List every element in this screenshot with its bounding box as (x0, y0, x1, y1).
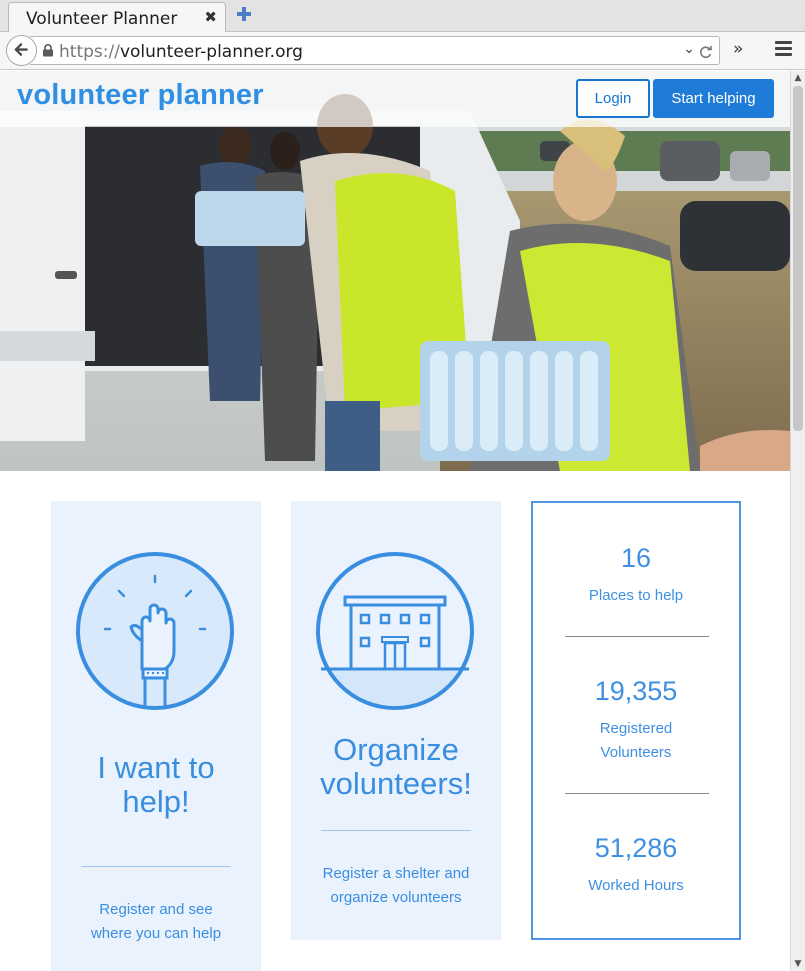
login-button[interactable]: Login (576, 79, 650, 118)
start-helping-button[interactable]: Start helping (653, 79, 774, 118)
scroll-up-arrow-icon[interactable]: ▲ (794, 73, 802, 83)
stat-divider (565, 793, 709, 794)
url-protocol: https:// (59, 42, 120, 62)
vertical-scrollbar[interactable] (790, 71, 805, 971)
organize-card-text: Register a shelter and organize volunteers (322, 865, 470, 906)
stat-places-label: Places to help (588, 587, 684, 604)
lock-icon (42, 44, 54, 57)
navigation-bar (0, 32, 805, 70)
page-viewport (0, 71, 790, 971)
stat-hours-label: Worked Hours (588, 877, 684, 894)
back-button[interactable] (6, 35, 37, 66)
site-header (0, 71, 790, 127)
raised-hand-icon (75, 551, 235, 711)
tab-title: Volunteer Planner (26, 9, 178, 29)
brand-logo[interactable]: volunteer planner (17, 79, 264, 111)
stat-volunteers-number: 19,355 (594, 676, 678, 706)
building-icon (315, 551, 475, 711)
tab-bar (0, 0, 805, 32)
close-tab-icon[interactable]: ✖ (204, 8, 217, 26)
organize-card-divider (321, 830, 471, 831)
stat-places-number: 16 (620, 543, 652, 573)
overflow-chevron-icon[interactable]: » (733, 39, 744, 59)
url-text (59, 42, 303, 62)
stats-panel (531, 501, 741, 940)
help-card[interactable] (51, 501, 261, 971)
hero-photo (0, 71, 790, 471)
scroll-down-arrow-icon[interactable]: ▼ (794, 959, 802, 969)
reload-icon[interactable] (699, 45, 713, 59)
hero-section (0, 71, 790, 471)
hamburger-menu-icon[interactable] (775, 41, 792, 56)
url-bar[interactable] (30, 36, 720, 65)
back-arrow-icon (7, 36, 36, 65)
help-card-text: Register and see where you can help (90, 901, 222, 942)
organize-card[interactable] (291, 501, 501, 940)
chevron-down-icon[interactable]: ⌄ (683, 41, 695, 57)
help-card-title: I want to help! (97, 750, 215, 819)
stat-volunteers-label: Registered Volunteers (599, 720, 673, 761)
browser-tab[interactable] (8, 2, 226, 33)
url-host: volunteer-planner.org (119, 42, 303, 62)
organize-card-title: Organize volunteers! (320, 732, 472, 801)
new-tab-plus-icon[interactable] (236, 6, 252, 22)
stat-divider (565, 636, 709, 637)
scrollbar-thumb[interactable] (793, 86, 803, 431)
help-card-divider (81, 866, 231, 867)
stat-hours-number: 51,286 (594, 833, 678, 863)
